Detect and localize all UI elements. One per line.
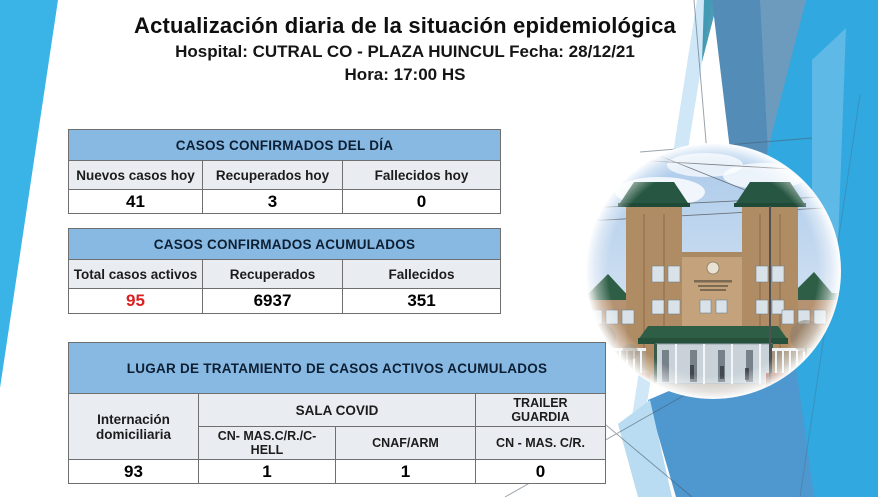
- cumulative-col-recovered: Recuperados: [203, 260, 343, 289]
- treatment-col-trailer: TRAILER GUARDIA: [476, 394, 606, 427]
- slide-header: [110, 12, 700, 85]
- table-treatment-title: LUGAR DE TRATAMIENTO DE CASOS ACTIVOS ACUMULADOS: [69, 343, 606, 394]
- daily-value-deceased: 0: [343, 190, 501, 214]
- treatment-col-home: Internación domiciliaria: [69, 394, 199, 460]
- slide-title: Actualización diaria de la situación epidemiológica: [133, 13, 676, 38]
- table-cumulative-title: CASOS CONFIRMADOS ACUMULADOS: [69, 229, 501, 260]
- slide-subtitle-line1: Hospital: CUTRAL CO - PLAZA HUINCUL Fecha: 28/12/21: [175, 42, 635, 61]
- daily-col-recovered: Recuperados hoy: [203, 161, 343, 190]
- treatment-value-trailer: 0: [476, 460, 606, 484]
- slide-subtitle-line2: Hora: 17:00 HS: [344, 65, 466, 84]
- left-corner-triangle: [0, 0, 58, 388]
- cumulative-value-deceased: 351: [343, 289, 501, 314]
- daily-value-recovered: 3: [203, 190, 343, 214]
- cumulative-value-active: 95: [69, 289, 203, 314]
- treatment-subcol-2: CNAF/ARM: [336, 427, 476, 460]
- treatment-subcol-3: CN - MAS. C/R.: [476, 427, 606, 460]
- treatment-group-sala-covid: SALA COVID: [199, 394, 476, 427]
- table-row: [69, 289, 501, 314]
- daily-value-new: 41: [69, 190, 203, 214]
- table-daily-cases: [68, 129, 501, 214]
- table-treatment-location: [68, 342, 606, 484]
- photo-feather-edge: [585, 143, 841, 399]
- daily-col-new: Nuevos casos hoy: [69, 161, 203, 190]
- treatment-value-sala-2: 1: [336, 460, 476, 484]
- treatment-subcol-1: CN- MAS.C/R./C-HELL: [199, 427, 336, 460]
- table-row: [69, 460, 606, 484]
- table-row: [69, 190, 501, 214]
- table-daily-title: CASOS CONFIRMADOS DEL DÍA: [69, 130, 501, 161]
- treatment-value-sala-1: 1: [199, 460, 336, 484]
- cumulative-col-active: Total casos activos: [69, 260, 203, 289]
- cumulative-col-deceased: Fallecidos: [343, 260, 501, 289]
- cumulative-value-recovered: 6937: [203, 289, 343, 314]
- table-cumulative-cases: [68, 228, 501, 314]
- daily-col-deceased: Fallecidos hoy: [343, 161, 501, 190]
- treatment-value-home: 93: [69, 460, 199, 484]
